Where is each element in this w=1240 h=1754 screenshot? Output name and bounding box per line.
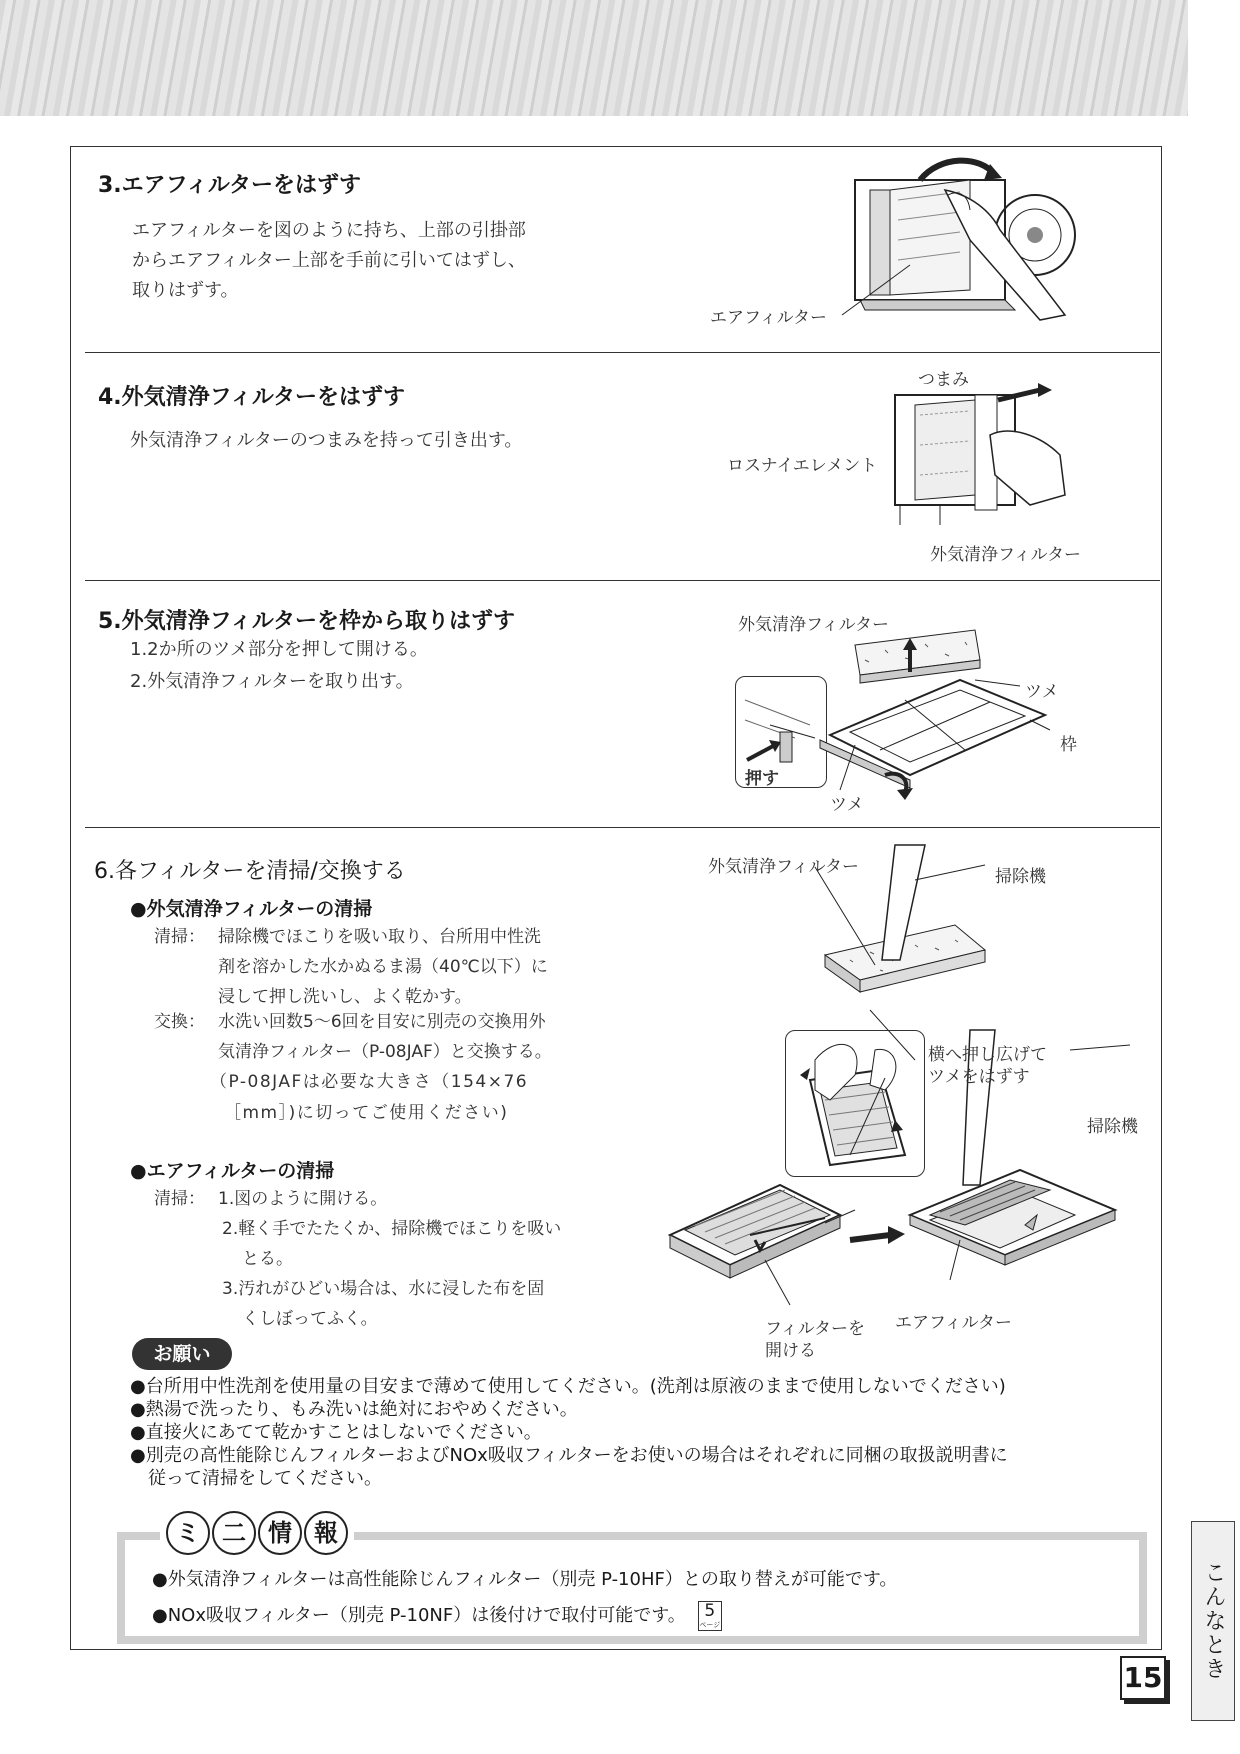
text-line: 3.汚れがひどい場合は、水に浸した布を固 bbox=[222, 1279, 545, 1299]
section4-title: 4.外気清浄フィルターをはずす bbox=[98, 385, 406, 410]
outdoor-note bbox=[210, 1067, 528, 1129]
callout-tab: ツメ bbox=[830, 795, 864, 815]
text-line: とる。 bbox=[242, 1249, 293, 1269]
text-line: 2.軽く手でたたくか、掃除機でほこりを吸い bbox=[222, 1219, 562, 1239]
outdoor-filter-vacuum-illustration bbox=[820, 870, 1000, 1010]
air-clean-heading: ●エアフィルターの清掃 bbox=[130, 1160, 335, 1182]
mini-info-title bbox=[160, 1508, 354, 1558]
callout-tab: ツメ bbox=[1025, 682, 1059, 702]
request-bullet: ●別売の高性能除じんフィルターおよびNOx吸収フィルターをお使いの場合はそれぞれに同梱の取扱説明書に bbox=[130, 1445, 1008, 1466]
mini-info-line bbox=[152, 1601, 722, 1631]
request-bullet: ●直接火にあてて乾かすことはしないでください。 bbox=[130, 1422, 542, 1443]
text-line: 掃除機でほこりを吸い取り、台所用中性洗 bbox=[218, 927, 541, 947]
section5-title: 5.外気清浄フィルターを枠から取りはずす bbox=[98, 609, 516, 634]
mini-info-line: ●外気清浄フィルターは高性能除じんフィルター（別売 P-10HF）との取り替えが可能です。 bbox=[152, 1569, 898, 1590]
callout-line: ツメをはずす bbox=[928, 1067, 1030, 1087]
page-ref-number: 5 bbox=[704, 1601, 716, 1621]
section4-text: 外気清浄フィルターのつまみを持って引き出す。 bbox=[130, 430, 523, 451]
callout-knob: つまみ bbox=[918, 370, 969, 390]
page-ref-unit: ページ bbox=[699, 1621, 721, 1629]
callout-vacuum: 掃除機 bbox=[995, 867, 1046, 887]
outdoor-clean-label: 清掃： bbox=[154, 927, 205, 947]
text-line: 浸して押し洗いし、よく乾かす。 bbox=[218, 987, 472, 1007]
section5-steps bbox=[130, 634, 428, 698]
section5-step: 1.2か所のツメ部分を押して開ける。 bbox=[130, 639, 428, 660]
callout-element: ロスナイエレメント bbox=[727, 456, 878, 476]
section3-title: 3.エアフィルターをはずす bbox=[98, 173, 362, 198]
callout-frame: 枠 bbox=[1060, 735, 1077, 755]
section6-title: 6.各フィルターを清掃/交換する bbox=[94, 859, 406, 884]
mini-info-char: 情 bbox=[258, 1511, 302, 1555]
page-ref-link[interactable] bbox=[698, 1601, 722, 1631]
request-badge: お願い bbox=[132, 1338, 232, 1370]
divider bbox=[85, 580, 1160, 581]
callout-outdoor-filter: 外気清浄フィルター bbox=[930, 545, 1081, 565]
filter-frame-illustration bbox=[735, 620, 1055, 800]
divider bbox=[85, 352, 1160, 353]
text-line: 剤を溶かした水かぬるま湯（40℃以下）に bbox=[218, 957, 548, 977]
mini-info-text: ●NOx吸収フィルター（別売 P-10NF）は後付けで取付可能です。 bbox=[152, 1605, 686, 1626]
callout-open-filter bbox=[765, 1318, 865, 1362]
callout-air-filter: エアフィルター bbox=[895, 1313, 1012, 1333]
outdoor-filter-removal-illustration bbox=[880, 385, 1070, 525]
callout-line: 横へ押し広げて bbox=[928, 1045, 1047, 1065]
callout-outdoor-filter: 外気清浄フィルター bbox=[708, 857, 859, 877]
air-clean-steps bbox=[218, 1184, 561, 1334]
text-line: 1.図のように開ける。 bbox=[218, 1189, 388, 1209]
mini-info-char: 二 bbox=[212, 1511, 256, 1555]
page-number: 15 bbox=[1120, 1656, 1166, 1700]
callout-push: 押す bbox=[745, 769, 779, 789]
text-line: くしぼってふく。 bbox=[242, 1309, 378, 1329]
callout-vacuum: 掃除機 bbox=[1087, 1117, 1138, 1137]
outdoor-replace-label: 交換： bbox=[154, 1012, 205, 1032]
section3-line: からエアフィルター上部を手前に引いてはずし、 bbox=[132, 250, 526, 271]
section3-line: エアフィルターを図のように持ち、上部の引掛部 bbox=[132, 220, 526, 241]
callout-air-filter: エアフィルター bbox=[710, 308, 827, 328]
air-clean-label: 清掃： bbox=[154, 1189, 205, 1209]
divider bbox=[85, 827, 1160, 828]
callout-line: フィルターを bbox=[765, 1319, 865, 1339]
callout-line: 開ける bbox=[765, 1341, 816, 1361]
callout-outdoor-filter: 外気清浄フィルター bbox=[738, 615, 889, 635]
text-line: ［mm］)に切ってご使用ください) bbox=[224, 1103, 509, 1123]
outdoor-replace-text bbox=[218, 1007, 552, 1067]
callout-spread bbox=[928, 1044, 1047, 1088]
text-line: （P-08JAFは必要な大きさ（154×76 bbox=[210, 1072, 529, 1092]
side-tab-konnatoki[interactable]: こんなとき bbox=[1191, 1521, 1235, 1721]
outdoor-clean-text bbox=[218, 922, 548, 1012]
request-bullet: 従って清掃をしてください。 bbox=[130, 1468, 382, 1489]
air-filter-removal-illustration bbox=[850, 150, 1080, 320]
request-bullet: ●熱湯で洗ったり、もみ洗いは絶対におやめください。 bbox=[130, 1399, 578, 1420]
section3-line: 取りはずす。 bbox=[132, 280, 239, 301]
outdoor-clean-heading: ●外気清浄フィルターの清掃 bbox=[130, 898, 373, 920]
header-texture-band bbox=[0, 0, 1188, 116]
request-list bbox=[130, 1375, 1008, 1490]
mini-info-char: 報 bbox=[304, 1511, 348, 1555]
section5-step: 2.外気清浄フィルターを取り出す。 bbox=[130, 671, 414, 692]
mini-info-char: ミ bbox=[166, 1511, 210, 1555]
text-line: 水洗い回数5～6回を目安に別売の交換用外 bbox=[218, 1012, 546, 1032]
request-bullet: ●台所用中性洗剤を使用量の目安まで薄めて使用してください。(洗剤は原液のままで使用しないでください) bbox=[130, 1376, 1006, 1397]
air-filter-open-illustration bbox=[665, 1050, 1125, 1310]
text-line: 気清浄フィルター（P-08JAF）と交換する。 bbox=[218, 1042, 552, 1062]
section3-text bbox=[132, 216, 526, 306]
